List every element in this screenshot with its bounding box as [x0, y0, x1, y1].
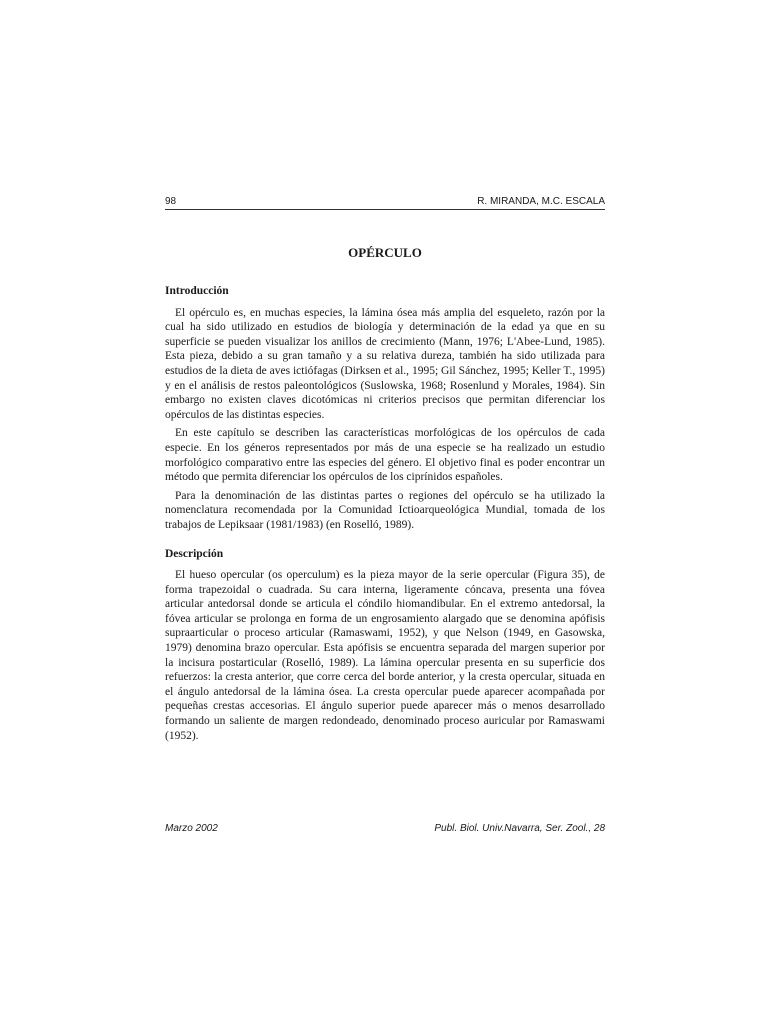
running-footer — [165, 823, 605, 834]
running-header — [165, 196, 605, 207]
footer-journal: Publ. Biol. Univ.Navarra, Ser. Zool., 28 — [434, 823, 605, 834]
paragraph: El hueso opercular (os operculum) es la pieza mayor de la serie opercular (Figura 35), de forma trapezoidal o cuadrada. Su cara interna, ligeramente cóncava, presenta una fóvea articular antedorsal donde se articula el cóndilo hiomandibular. En el extremo antedorsal, la fóvea articular se prolonga en forma de un engrosamiento alargado que se denomina apófisis supraarticular o proceso articular (Ramaswami, 1952), y que Nelson (1949, en Gasowska, 1979) denomina brazo opercular. Esta apófisis se encuentra separada del margen superior por la incisura postarticular (Roselló, 1989). La lámina opercular presenta en su superficie dos refuerzos: la cresta anterior, que corre cerca del borde anterior, y la cresta opercular, situada en el ángulo antedorsal de la lámina ósea. La cresta opercular puede aparecer acompañada por pequeñas crestas accesorias. El ángulo superior puede aparecer más o menos desarrollado formando un saliente de margen redondeado, denominado proceso auricular por Ramaswami (1952). — [165, 569, 605, 742]
paragraph: En este capítulo se describen las características morfológicas de los opérculos de cada especie. En los géneros representados por más de una especie se ha realizado un estudio morfológico comparativo entre las especies del género. El objetivo final es poder encontrar un método que permita diferenciar los opérculos de los ciprínidos españoles. — [165, 427, 605, 484]
section-heading: Descripción — [165, 547, 224, 560]
section-descripcion — [165, 547, 605, 744]
header-rule — [165, 209, 605, 210]
footer-date: Marzo 2002 — [165, 823, 218, 834]
section-introduccion — [165, 284, 605, 533]
article-body — [165, 284, 605, 757]
section-heading: Introducción — [165, 285, 229, 297]
page-number: 98 — [165, 196, 177, 207]
paragraph: Para la denominación de las distintas partes o regiones del opérculo se ha utilizado la nomenclatura recomendada por la Comunidad Ictioarqueológica Mundial, tomada de los trabajos de Lepiksaar (1981/1983) (en Roselló, 1989). — [165, 489, 605, 531]
paragraph: El opérculo es, en muchas especies, la lámina ósea más amplia del esqueleto, razón por la cual ha sido utilizado en estudios de biología y determinación de la edad ya que en su superficie se pueden visualizar los anillos de crecimiento (Mann, 1976; L'Abee-Lund, 1985). Esta pieza, debido a su gran tamaño y a su relativa dureza, también ha sido utilizada para estudios de la dieta de aves ictiófagas (Dirksen et al., 1995; Gil Sánchez, 1995; Keller T., 1995) y en el análisis de restos paleontológicos (Suslowska, 1968; Rosenlund y Morales, 1984). Sin embargo no existen claves dicotómicas ni criterios precisos que permitan diferenciar los opérculos de las distintas especies. — [165, 306, 605, 421]
article-title: OPÉRCULO — [348, 245, 422, 260]
header-authors: R. MIRANDA, M.C. ESCALA — [477, 196, 605, 207]
